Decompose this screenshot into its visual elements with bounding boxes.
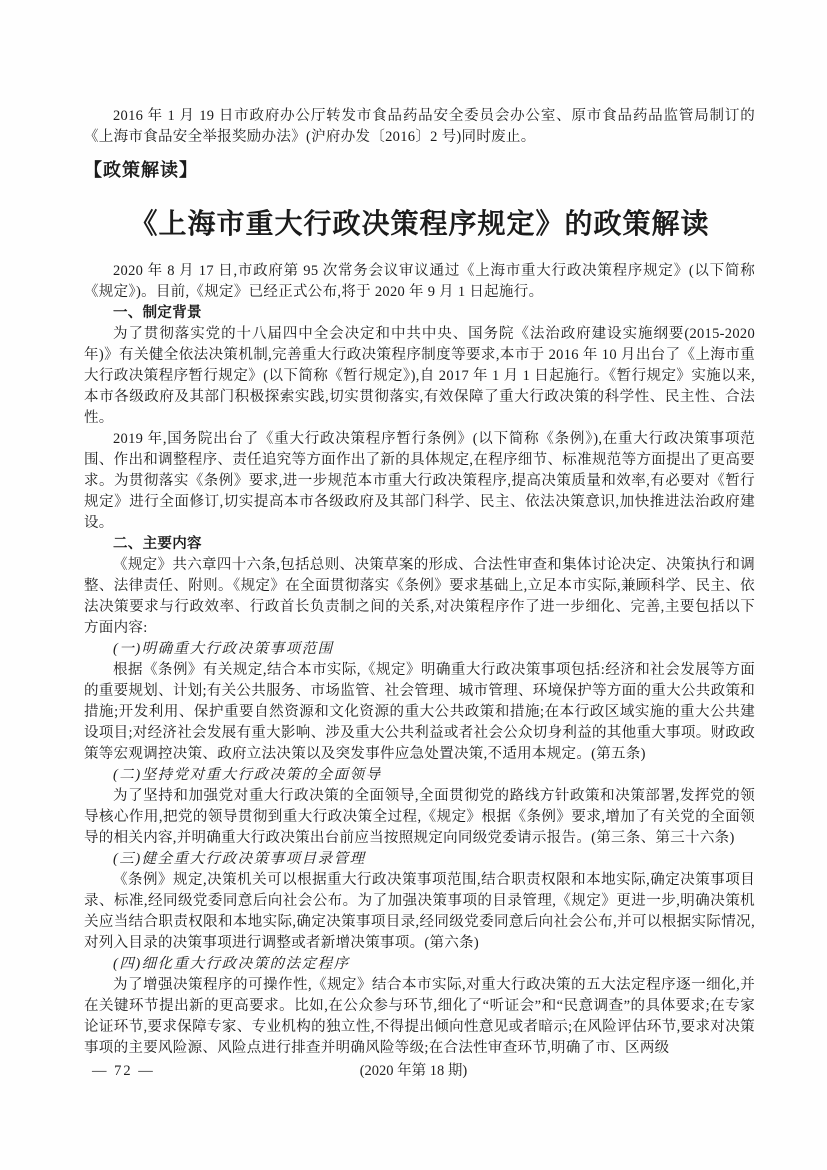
article-title: 《上海市重大行政决策程序规定》的政策解读 [129,209,710,240]
paragraph: 为了增强决策程序的可操作性,《规定》结合本市实际,对重大行政决策的五大法定程序逐一细化,并在关键环节提出新的更高要求。比如,在公众参与环节,细化了“听证会”和“民意调查”的具体要求;在专家论证环节,要求保障专家、专业机构的独立性,不得提出倾向性意见或者暗示;在风险评估环节,要求对决策事项的主要风险源、风险点进行排查并明确风险等级;在合法性审查环节,明确了市、区两级 [84,977,755,1056]
paragraph: 为了坚持和加强党对重大行政决策的全面领导,全面贯彻党的路线方针政策和决策部署,发挥党的领导核心作用,把党的领导贯彻到重大行政决策全过程,《规定》根据《条例》要求,增加了有关党的全面领导的相关内容,并明确重大行政决策出台前应当按照规定向同级党委请示报告。(第三条、第三十六条) [84,788,755,846]
document-body [84,106,755,1059]
page-footer [0,1060,827,1082]
section-heading: 二、主要内容 [113,536,202,552]
paragraph: 根据《条例》有关规定,结合本市实际,《规定》明确重大行政决策事项包括:经济和社会发展等方面的重要规划、计划;有关公共服务、市场监管、社会管理、城市管理、环境保护等方面的重大公共政策和措施;开发利用、保护重要自然资源和文化资源的重大公共政策和措施;在本行政区域实施的重大公共建设项目;对经济社会发展有重大影响、涉及重大公共利益或者社会公众切身利益的其他重大事项。财政政策等宏观调控决策、政府立法决策以及突发事件应急处置决策,不适用本规定。(第五条) [84,662,755,762]
sub-heading: (三)健全重大行政决策事项目录管理 [113,851,366,867]
sub-heading: (一)明确重大行政决策事项范围 [113,641,334,657]
paragraph: 2020 年 8 月 17 日,市政府第 95 次常务会议审议通过《上海市重大行政决策程序规定》(以下简称《规定》)。目前,《规定》已经正式公布,将于 2020 年 9 月 1 日起施行。 [84,263,755,300]
page-number: — 72 — [92,1063,155,1079]
paragraph: 2019 年,国务院出台了《重大行政决策程序暂行条例》(以下简称《条例》),在重大行政决策事项范围、作出和调整程序、责任追究等方面作出了新的具体规定,在程序细节、标准规范等方面提出了更高要求。为贯彻落实《条例》要求,进一步规范本市重大行政决策程序,提高决策质量和效率,有必要对《暂行规定》进行全面修订,切实提高本市各级政府及其部门科学、民主、依法决策意识,加快推进法治政府建设。 [84,431,755,531]
sub-heading: (二)坚持党对重大行政决策的全面领导 [113,767,382,783]
paragraph: 《条例》规定,决策机关可以根据重大行政决策事项范围,结合职责权限和本地实际,确定决策事项目录、标准,经同级党委同意后向社会公布。为了加强决策事项的目录管理,《规定》更进一步,明确决策机关应当结合职责权限和本地实际,确定决策事项目录,经同级党委同意后向社会公布,并可以根据实际情况,对列入目录的决策事项进行调整或者新增决策事项。(第六条) [84,872,755,951]
section-tag: 【政策解读】 [84,160,198,180]
paragraph: 2016 年 1 月 19 日市政府办公厅转发市食品药品安全委员会办公室、原市食品药品监管局制订的《上海市食品安全举报奖励办法》(沪府办发〔2016〕2 号)同时废止。 [84,108,755,145]
sub-heading: (四)细化重大行政决策的法定程序 [113,956,350,972]
paragraph: 为了贯彻落实党的十八届四中全会决定和中共中央、国务院《法治政府建设实施纲要(2015-2020 年)》有关健全依法决策机制,完善重大行政决策程序制度等要求,本市于 2016 年 10 月出台了《上海市重大行政决策程序暂行规定》(以下简称《暂行规定》),自 2017 年 1 月 1 日起施行。《暂行规定》实施以来,本市各级政府及其部门积极探索实践,切实贯彻落实,有效保障了重大行政决策的科学性、民主性、合法性。 [84,326,755,426]
section-heading: 一、制定背景 [113,305,202,321]
issue-label: (2020 年第 18 期) [359,1063,468,1079]
paragraph: 《规定》共六章四十六条,包括总则、决策草案的形成、合法性审查和集体讨论决定、决策执行和调整、法律责任、附则。《规定》在全面贯彻落实《条例》要求基础上,立足本市实际,兼顾科学、民主、依法决策要求与行政效率、行政首长负责制之间的关系,对决策程序作了进一步细化、完善,主要包括以下方面内容: [84,557,755,636]
